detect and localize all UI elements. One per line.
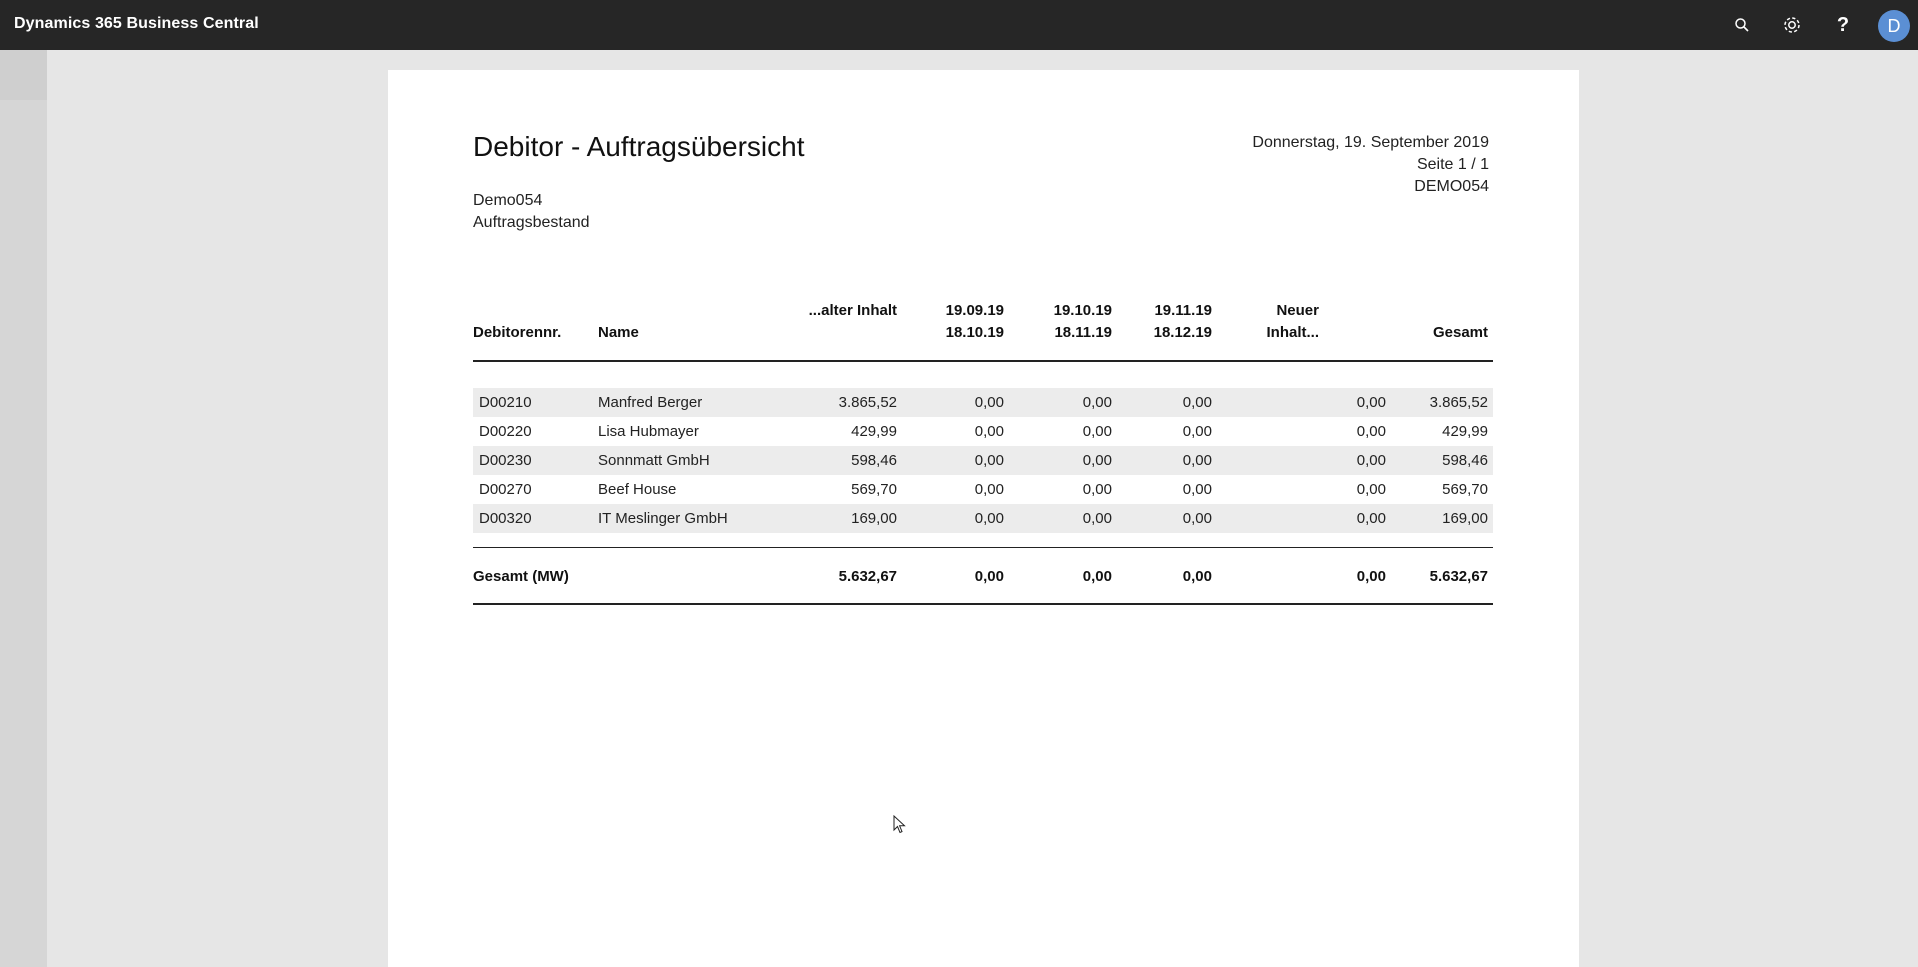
header-period-3-to: 18.12.19: [1153, 324, 1212, 341]
cell-number: D00270: [479, 481, 532, 498]
header-period-2-to: 18.11.19: [1054, 324, 1112, 341]
report-meta-right: [1252, 132, 1489, 198]
report-page: [388, 70, 1579, 967]
cell-number: D00320: [479, 510, 532, 527]
cell-new: 0,00: [1356, 423, 1386, 440]
user-id: DEMO054: [1414, 178, 1489, 195]
cell-old: 3.865,52: [838, 394, 897, 411]
left-navigation-rail: [0, 50, 47, 967]
cell-total: 598,46: [1442, 452, 1488, 469]
cell-total: 569,70: [1442, 481, 1488, 498]
cell-total: 3.865,52: [1429, 394, 1488, 411]
cell-new: 0,00: [1356, 394, 1386, 411]
cell-name: Sonnmatt GmbH: [598, 452, 710, 469]
cell-old: 169,00: [851, 510, 897, 527]
left-rail-item[interactable]: [0, 50, 47, 100]
totals-label: Gesamt (MW): [473, 568, 569, 585]
totals-period-3: 0,00: [1182, 568, 1212, 585]
top-bar: [0, 0, 1918, 50]
table-body: [473, 388, 1493, 533]
header-new-2: Inhalt...: [1266, 324, 1319, 341]
app-title[interactable]: Dynamics 365 Business Central: [14, 15, 259, 32]
gear-icon[interactable]: [1780, 13, 1804, 37]
report-date: Donnerstag, 19. September 2019: [1252, 134, 1489, 151]
cell-number: D00230: [479, 452, 532, 469]
cell-period-2: 0,00: [1082, 452, 1112, 469]
cell-name: Beef House: [598, 481, 677, 498]
cell-period-2: 0,00: [1082, 510, 1112, 527]
header-old-label: ...alter Inhalt: [808, 302, 897, 319]
cell-period-2: 0,00: [1082, 423, 1112, 440]
table-row: [473, 446, 1493, 475]
table-header: [473, 290, 1493, 362]
page-number: Seite 1 / 1: [1416, 156, 1489, 173]
company-name: Demo054: [473, 192, 543, 209]
table-row: [473, 475, 1493, 504]
cell-new: 0,00: [1356, 510, 1386, 527]
cell-number: D00210: [479, 394, 532, 411]
cell-old: 598,46: [851, 452, 897, 469]
cell-period-3: 0,00: [1182, 481, 1212, 498]
cell-name: IT Meslinger GmbH: [598, 510, 728, 527]
cell-old: 569,70: [851, 481, 897, 498]
cell-number: D00220: [479, 423, 532, 440]
help-icon[interactable]: ?: [1836, 13, 1850, 36]
header-new: [1267, 300, 1320, 344]
avatar[interactable]: D: [1878, 10, 1910, 42]
table-row: [473, 388, 1493, 417]
totals-period-1: 0,00: [974, 568, 1004, 585]
cell-total: 169,00: [1442, 510, 1488, 527]
header-new-1: Neuer: [1276, 302, 1319, 319]
header-period-1-from: 19.09.19: [945, 302, 1004, 319]
cell-period-3: 0,00: [1182, 394, 1212, 411]
totals-row: [473, 548, 1493, 605]
totals-old: 5.632,67: [838, 568, 897, 585]
cell-period-1: 0,00: [974, 423, 1004, 440]
header-period-2: [1054, 300, 1112, 344]
totals-new: 0,00: [1356, 568, 1386, 585]
cell-period-3: 0,00: [1182, 423, 1212, 440]
cell-new: 0,00: [1356, 452, 1386, 469]
search-icon[interactable]: [1730, 13, 1754, 37]
header-period-1: [946, 300, 1004, 344]
report-title: Debitor - Auftragsübersicht: [473, 131, 805, 162]
header-period-2-from: 19.10.19: [1053, 302, 1112, 319]
totals-total: 5.632,67: [1429, 568, 1488, 585]
table-row: [473, 504, 1493, 533]
report-meta-left: [473, 190, 590, 234]
header-period-3: [1154, 300, 1212, 344]
header-old: [809, 300, 897, 344]
cell-period-3: 0,00: [1182, 452, 1212, 469]
totals-period-2: 0,00: [1082, 568, 1112, 585]
cell-period-1: 0,00: [974, 452, 1004, 469]
header-period-3-from: 19.11.19: [1154, 302, 1212, 319]
header-number: Debitorennr.: [473, 324, 562, 341]
cell-name: Manfred Berger: [598, 394, 703, 411]
customer-order-table: [473, 290, 1493, 605]
cell-period-2: 0,00: [1082, 481, 1112, 498]
cell-new: 0,00: [1356, 481, 1386, 498]
cell-period-2: 0,00: [1082, 394, 1112, 411]
header-name: Name: [598, 324, 639, 341]
report-subtitle: Auftragsbestand: [473, 214, 590, 231]
cell-old: 429,99: [851, 423, 897, 440]
header-total: Gesamt: [1432, 324, 1488, 341]
table-row: [473, 417, 1493, 446]
cell-period-1: 0,00: [974, 394, 1004, 411]
cell-period-1: 0,00: [974, 510, 1004, 527]
cell-period-3: 0,00: [1182, 510, 1212, 527]
cell-name: Lisa Hubmayer: [598, 423, 699, 440]
cell-period-1: 0,00: [974, 481, 1004, 498]
cell-total: 429,99: [1442, 423, 1488, 440]
header-period-1-to: 18.10.19: [945, 324, 1004, 341]
